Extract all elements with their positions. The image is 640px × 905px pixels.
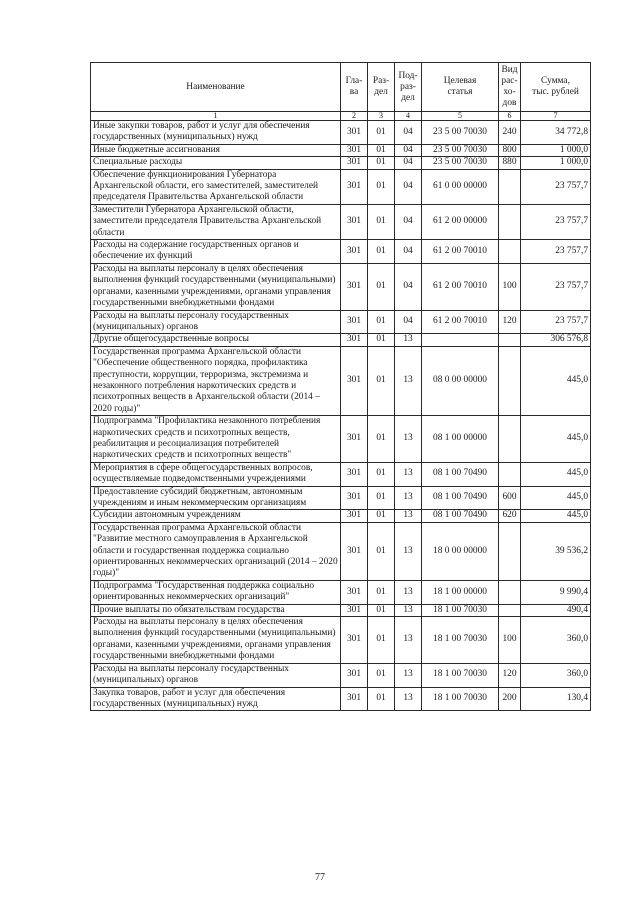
cell-target: 61 2 00 70010 [422,240,499,264]
cell-podrazdel: 13 [395,346,422,415]
cell-glava: 301 [341,240,368,264]
cell-podrazdel: 13 [395,580,422,604]
cell-target: 18 1 00 70030 [422,617,499,664]
cell-glava: 301 [341,121,368,145]
cell-sum: 23 757,7 [521,240,591,264]
cell-podrazdel: 04 [395,121,422,145]
cell-sum: 445,0 [521,416,591,463]
cell-razdel: 01 [368,604,395,616]
table-row [91,663,591,687]
table-row [91,486,591,510]
cell-target: 18 1 00 70030 [422,604,499,616]
cell-podrazdel: 04 [395,263,422,310]
cell-vid [499,204,521,239]
cell-name: Иные закупки товаров, работ и услуг для обеспечения государственных (муниципальных) нужд [91,121,341,145]
table-row [91,416,591,463]
cell-vid: 240 [499,121,521,145]
cell-podrazdel: 13 [395,687,422,711]
cell-vid: 880 [499,157,521,169]
cell-target: 61 0 00 00000 [422,169,499,204]
cell-target: 61 2 00 70010 [422,310,499,334]
cell-podrazdel: 04 [395,169,422,204]
cell-name: Подпрограмма "Профилактика незаконного потребления наркотических средств и психотропных веществ, реабилитация и ресоциализация потребителей наркотических средств и психотропных веществ" [91,416,341,463]
cell-razdel: 01 [368,416,395,463]
cell-glava: 301 [341,486,368,510]
cell-name: Государственная программа Архангельской области "Развитие местного самоуправления в Архангельской области и государственная поддержка социально ориентированных некоммерческих организаций (2014 – 2020 годы)" [91,522,341,580]
cell-sum: 306 576,8 [521,334,591,346]
cell-razdel: 01 [368,346,395,415]
cell-razdel: 01 [368,522,395,580]
cell-razdel: 01 [368,144,395,156]
table-header [91,63,591,121]
table-row [91,346,591,415]
cell-sum: 23 757,7 [521,204,591,239]
cell-vid: 800 [499,144,521,156]
cell-podrazdel: 04 [395,157,422,169]
cell-glava: 301 [341,346,368,415]
cell-glava: 301 [341,169,368,204]
cell-target: 61 2 00 70010 [422,263,499,310]
cell-vid [499,462,521,486]
cell-vid: 620 [499,510,521,522]
column-number: 5 [422,112,499,121]
cell-sum: 130,4 [521,687,591,711]
table-row [91,157,591,169]
cell-razdel: 01 [368,580,395,604]
cell-target [422,334,499,346]
column-number: 4 [395,112,422,121]
cell-glava: 301 [341,687,368,711]
column-number: 1 [91,112,341,121]
cell-vid [499,580,521,604]
cell-name: Иные бюджетные ассигнования [91,144,341,156]
cell-target: 08 1 00 70490 [422,462,499,486]
cell-name: Мероприятия в сфере общегосударственных вопросов, осуществляемые подведомственными учреждениями [91,462,341,486]
cell-sum: 9 990,4 [521,580,591,604]
column-number: 6 [499,112,521,121]
cell-sum: 1 000,0 [521,157,591,169]
cell-target: 18 1 00 70030 [422,687,499,711]
header-razdel: Раз- дел [368,63,395,112]
cell-vid: 100 [499,263,521,310]
table-row [91,144,591,156]
column-number: 7 [521,112,591,121]
cell-glava: 301 [341,157,368,169]
cell-target: 18 0 00 00000 [422,522,499,580]
cell-target: 08 1 00 70490 [422,510,499,522]
cell-vid [499,346,521,415]
cell-vid: 100 [499,617,521,664]
table-row [91,263,591,310]
cell-glava: 301 [341,663,368,687]
header-sum: Сумма, тыс. рублей [521,63,591,112]
cell-podrazdel: 13 [395,604,422,616]
cell-target: 61 2 00 00000 [422,204,499,239]
cell-vid [499,604,521,616]
cell-razdel: 01 [368,486,395,510]
cell-razdel: 01 [368,121,395,145]
cell-podrazdel: 13 [395,462,422,486]
cell-razdel: 01 [368,169,395,204]
cell-name: Государственная программа Архангельской области "Обеспечение общественного порядка, профилактика преступности, коррупции, терроризма, экстремизма и незаконного потребления наркотических средств и психотропных веществ в Архангельской области (2014 – 2020 годы)" [91,346,341,415]
cell-vid [499,334,521,346]
cell-name: Заместители Губернатора Архангельской области, заместители председателя Правительства Архангельской области [91,204,341,239]
cell-target: 23 5 00 70030 [422,157,499,169]
cell-podrazdel: 13 [395,416,422,463]
cell-razdel: 01 [368,310,395,334]
cell-name: Прочие выплаты по обязательствам государства [91,604,341,616]
budget-table [90,62,591,711]
cell-glava: 301 [341,522,368,580]
table-row [91,204,591,239]
table-row [91,687,591,711]
cell-glava: 301 [341,462,368,486]
cell-sum: 490,4 [521,604,591,616]
cell-glava: 301 [341,310,368,334]
cell-glava: 301 [341,263,368,310]
cell-glava: 301 [341,334,368,346]
table-row [91,121,591,145]
cell-sum: 1 000,0 [521,144,591,156]
cell-sum: 23 757,7 [521,263,591,310]
cell-name: Расходы на выплаты персоналу государственных (муниципальных) органов [91,310,341,334]
cell-sum: 34 772,8 [521,121,591,145]
cell-podrazdel: 04 [395,204,422,239]
header-glava: Гла- ва [341,63,368,112]
cell-sum: 445,0 [521,486,591,510]
cell-name: Подпрограмма "Государственная поддержка социально ориентированных некоммерческих организаций" [91,580,341,604]
cell-glava: 301 [341,204,368,239]
header-podrazdel: Под- раз- дел [395,63,422,112]
cell-target: 08 1 00 70490 [422,486,499,510]
cell-razdel: 01 [368,263,395,310]
cell-name: Предоставление субсидий бюджетным, автономным учреждениям и иным некоммерческим организациям [91,486,341,510]
cell-sum: 445,0 [521,462,591,486]
cell-sum: 23 757,7 [521,310,591,334]
cell-name: Расходы на выплаты персоналу в целях обеспечения выполнения функций государственными (муниципальными) органами, казенными учреждениями, органами управления государственными внебюджетными фондами [91,617,341,664]
cell-target: 18 1 00 00000 [422,580,499,604]
cell-name: Расходы на содержание государственных органов и обеспечение их функций [91,240,341,264]
cell-glava: 301 [341,510,368,522]
cell-target: 18 1 00 70030 [422,663,499,687]
header-vid: Вид рас- хо- дов [499,63,521,112]
cell-vid [499,169,521,204]
cell-target: 08 1 00 00000 [422,416,499,463]
cell-sum: 445,0 [521,510,591,522]
cell-vid: 200 [499,687,521,711]
page-number: 77 [315,872,325,883]
table-row [91,617,591,664]
cell-razdel: 01 [368,157,395,169]
column-number-row [91,112,591,121]
cell-glava: 301 [341,580,368,604]
cell-glava: 301 [341,604,368,616]
cell-podrazdel: 04 [395,310,422,334]
cell-razdel: 01 [368,204,395,239]
table-row [91,462,591,486]
cell-name: Расходы на выплаты персоналу в целях обеспечения выполнения функций государственными (муниципальными) органами, казенными учреждениями, органами управления государственными внебюджетными фондами [91,263,341,310]
column-number: 3 [368,112,395,121]
cell-podrazdel: 13 [395,334,422,346]
cell-vid: 120 [499,663,521,687]
table-row [91,522,591,580]
header-name: Наименование [91,63,341,112]
cell-podrazdel: 13 [395,510,422,522]
cell-podrazdel: 04 [395,144,422,156]
cell-name: Расходы на выплаты персоналу государственных (муниципальных) органов [91,663,341,687]
cell-glava: 301 [341,617,368,664]
cell-podrazdel: 13 [395,663,422,687]
table-row [91,169,591,204]
cell-podrazdel: 04 [395,240,422,264]
cell-razdel: 01 [368,334,395,346]
cell-podrazdel: 13 [395,486,422,510]
cell-glava: 301 [341,416,368,463]
cell-vid [499,522,521,580]
cell-razdel: 01 [368,510,395,522]
cell-sum: 445,0 [521,346,591,415]
cell-name: Обеспечение функционирования Губернатора Архангельской области, его заместителей, заместителей председателя Правительства Архангельской области [91,169,341,204]
cell-name: Субсидии автономным учреждениям [91,510,341,522]
cell-glava: 301 [341,144,368,156]
table-row [91,334,591,346]
table-row [91,604,591,616]
header-target: Целевая статья [422,63,499,112]
cell-vid [499,416,521,463]
cell-name: Другие общегосударственные вопросы [91,334,341,346]
table-row [91,580,591,604]
cell-target: 08 0 00 00000 [422,346,499,415]
cell-razdel: 01 [368,240,395,264]
table-row [91,240,591,264]
cell-target: 23 5 00 70030 [422,121,499,145]
cell-vid [499,240,521,264]
cell-vid: 600 [499,486,521,510]
table-row [91,510,591,522]
column-number: 2 [341,112,368,121]
cell-podrazdel: 13 [395,522,422,580]
cell-razdel: 01 [368,663,395,687]
cell-razdel: 01 [368,462,395,486]
table-body [91,121,591,711]
cell-vid: 120 [499,310,521,334]
cell-name: Закупка товаров, работ и услуг для обеспечения государственных (муниципальных) нужд [91,687,341,711]
cell-sum: 23 757,7 [521,169,591,204]
cell-name: Специальные расходы [91,157,341,169]
cell-sum: 360,0 [521,663,591,687]
cell-target: 23 5 00 70030 [422,144,499,156]
cell-sum: 39 536,2 [521,522,591,580]
table-row [91,310,591,334]
cell-podrazdel: 13 [395,617,422,664]
cell-sum: 360,0 [521,617,591,664]
cell-razdel: 01 [368,687,395,711]
cell-razdel: 01 [368,617,395,664]
